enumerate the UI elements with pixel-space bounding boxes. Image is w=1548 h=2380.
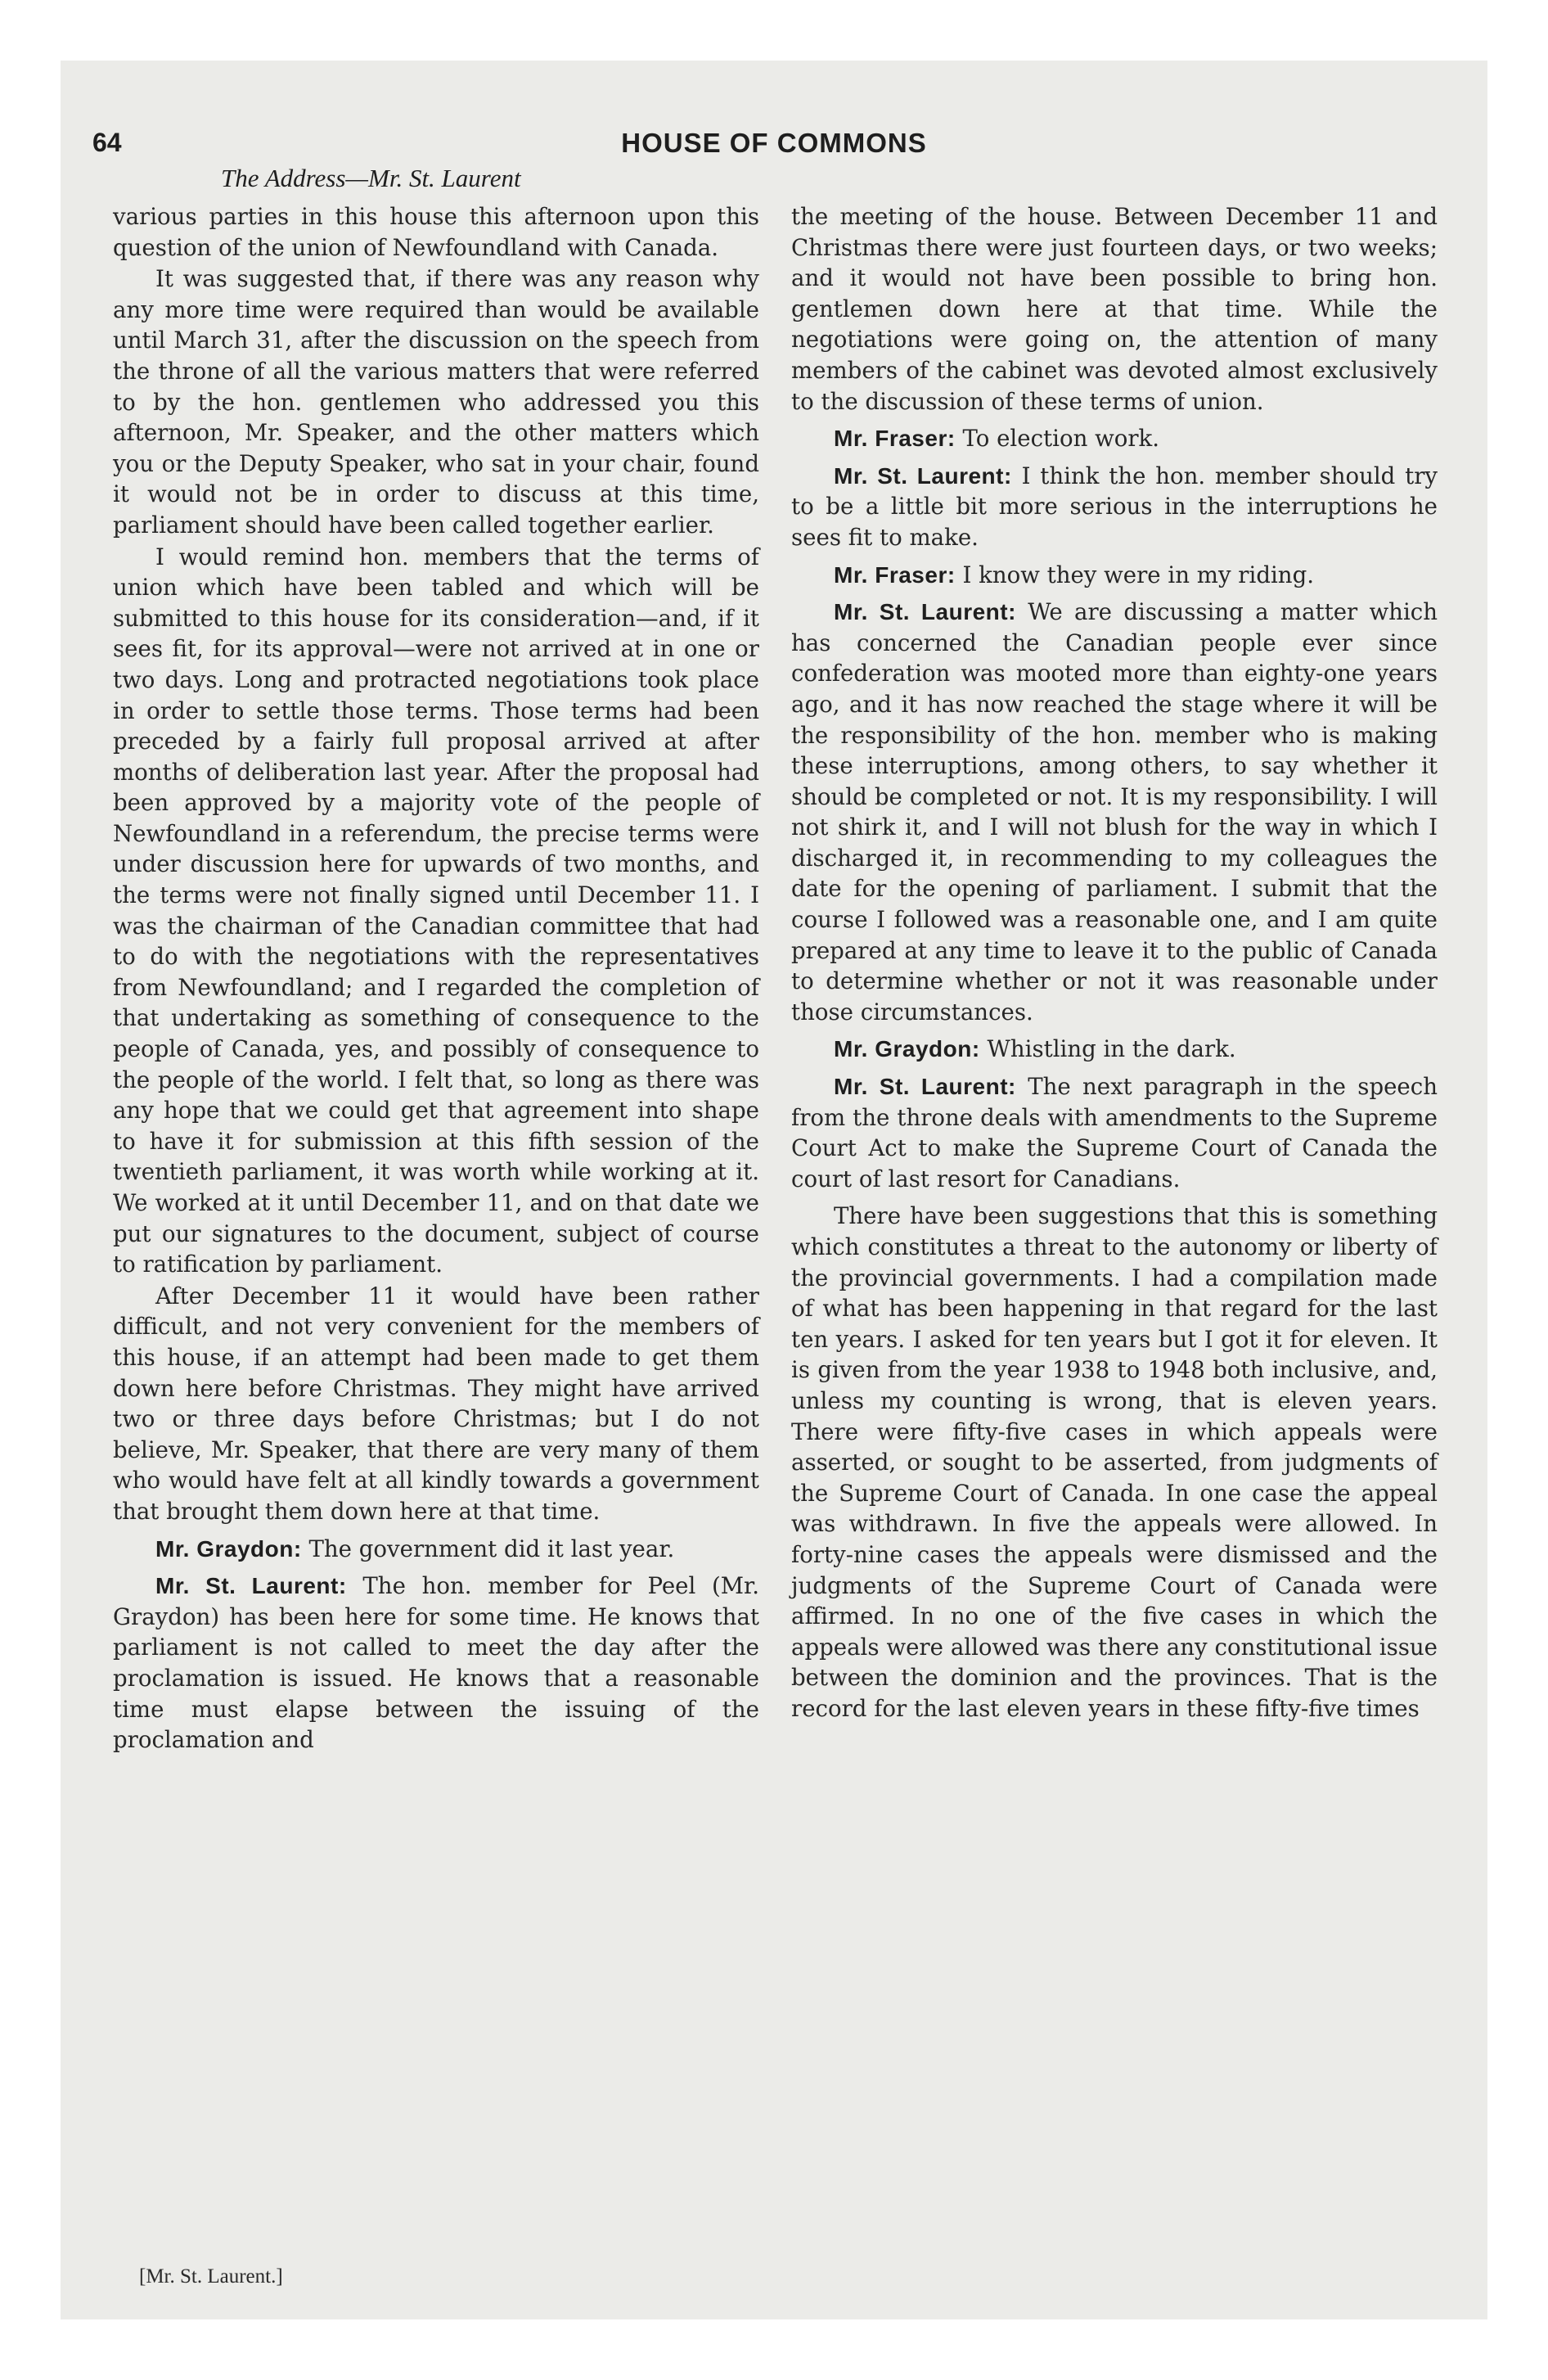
footer-speaker-note: [Mr. St. Laurent.] — [139, 2265, 283, 2288]
speech-st-laurent — [791, 461, 1438, 553]
paragraph: various parties in this house this afternoon upon this question of the union of Newfoundland with Canada. — [113, 203, 759, 261]
speech-text: The hon. member for Peel (Mr. Graydon) has been here for some time. He knows that parliament is not called to meet the day after the proclamation is issued. He knows that a reasonable time must elapse between the issuing of the proclamation and — [113, 1572, 759, 1754]
speaker-name: Mr. St. Laurent: — [834, 599, 1016, 625]
speech-text: The government did it last year. — [308, 1535, 675, 1562]
speaker-name: Mr. Fraser: — [834, 561, 956, 588]
left-column — [113, 201, 759, 1756]
page-header — [61, 128, 1487, 165]
speaker-name: Mr. St. Laurent: — [155, 1573, 347, 1599]
speech-text: To election work. — [962, 425, 1160, 453]
speaker-name: Mr. Graydon: — [155, 1535, 302, 1562]
speaker-name: Mr. St. Laurent: — [834, 1074, 1016, 1100]
paragraph: the meeting of the house. Between December 11 and Christmas there were just fourteen days, or two weeks; and it would not have been possible to bring hon. gentlemen down here at that time. While the negotiations were going on, the attention of many members of the cabinet was devoted almost exclusively to the discussion of these terms of union. — [791, 203, 1438, 415]
speaker-name: Mr. Graydon: — [834, 1036, 980, 1062]
page-number: 64 — [92, 128, 122, 157]
speech-text: The next paragraph in the speech from the throne deals with amendments to the Supreme Court Act to make the Supreme Court of Canada the court of last resort for Canadians. — [791, 1073, 1438, 1192]
hansard-page — [61, 61, 1487, 2319]
speech-graydon — [113, 1534, 759, 1565]
speech-graydon — [791, 1034, 1438, 1065]
speech-text: I know they were in my riding. — [962, 561, 1315, 588]
speech-text: We are discussing a matter which has concerned the Canadian people ever since confederation was mooted more than eighty-one years ago, and it has now reached the stage where it will be the responsibility of the hon. member who is making these interruptions, among others, to say whether it should be completed or not. It is my responsibility. I will not shirk it, and I will not blush for the way in which I discharged it, in recommending to my colleagues the date for the opening of parliament. I submit that the course I followed was a reasonable one, and I am quite prepared at any time to leave it to the public of Canada to determine whether or not it was reasonable under those circumstances. — [791, 598, 1438, 1025]
speaker-name: Mr. Fraser: — [834, 426, 956, 452]
speech-text: I think the hon. member should try to be a little bit more serious in the interruptions he sees fit to make. — [791, 462, 1438, 551]
speaker-name: Mr. St. Laurent: — [834, 462, 1012, 489]
speech-fraser — [791, 423, 1438, 454]
paragraph: It was suggested that, if there was any reason why any more time were required than would be available until March 31, after the discussion on the speech from the throne of all the various matters that were referred to by the hon. gentlemen who addressed you this afternoon, Mr. Speaker, and the other matters which you or the Deputy Speaker, who sat in your chair, found it would not be in order to discuss at this time, parliament should have been called together earlier. — [113, 265, 759, 539]
paragraph: There have been suggestions that this is something which constitutes a threat to the autonomy or liberty of the provincial governments. I had a compilation made of what has been happening in that regard for the last ten years. I asked for ten years but I got it for eleven. It is given from the year 1938 to 1948 both inclusive, and, unless my counting is wrong, that is eleven years. There were fifty-five cases in which appeals were asserted, or sought to be asserted, from judgments of the Supreme Court of Canada. In one case the appeal was withdrawn. In five the appeals were allowed. In forty-nine cases the appeals were dismissed and the judgments of the Supreme Court of Canada were affirmed. In no one of the five cases in which the appeals were allowed was there any constitutional issue between the dominion and the provinces. That is the record for the last eleven years in these fifty-five times — [791, 1202, 1438, 1722]
speech-text: Whistling in the dark. — [987, 1035, 1236, 1063]
paragraph: I would remind hon. members that the terms of union which have been tabled and which will be submitted to this house for its consideration—and, if it sees fit, for its approval—were not arrived at in one or two days. Long and protracted negotiations took place in order to settle those terms. Those terms had been preceded by a fairly full proposal arrived at after months of deliberation last year. After the proposal had been approved by a majority vote of the people of Newfoundland in a referendum, the precise terms were under discussion here for upwards of two months, and the terms were not finally signed until December 11. I was the chairman of the Canadian committee that had to do with the negotiations with the representatives from Newfoundland; and I regarded the completion of that undertaking as something of consequence to the people of Canada, yes, and possibly of consequence to the people of the world. I felt that, so long as there was any hope that we could get that agreement into shape to have it for submission at this fifth session of the twentieth parliament, it was worth while working at it. We worked at it until December 11, and on that date we put our signatures to the document, subject of course to ratification by parliament. — [113, 543, 759, 1278]
speech-st-laurent — [113, 1571, 759, 1756]
right-column — [791, 201, 1438, 1725]
running-subtitle: The Address—Mr. St. Laurent — [221, 164, 521, 192]
page-title: HOUSE OF COMMONS — [621, 128, 927, 158]
speech-st-laurent — [791, 1071, 1438, 1194]
speech-st-laurent — [791, 597, 1438, 1027]
speech-fraser — [791, 560, 1438, 591]
paragraph: After December 11 it would have been rather difficult, and not very convenient for the members of this house, if an attempt had been made to get them down here before Christmas. They might have arrived two or three days before Christmas; but I do not believe, Mr. Speaker, that there are very many of them who would have felt at all kindly towards a government that brought them down here at that time. — [113, 1282, 759, 1525]
